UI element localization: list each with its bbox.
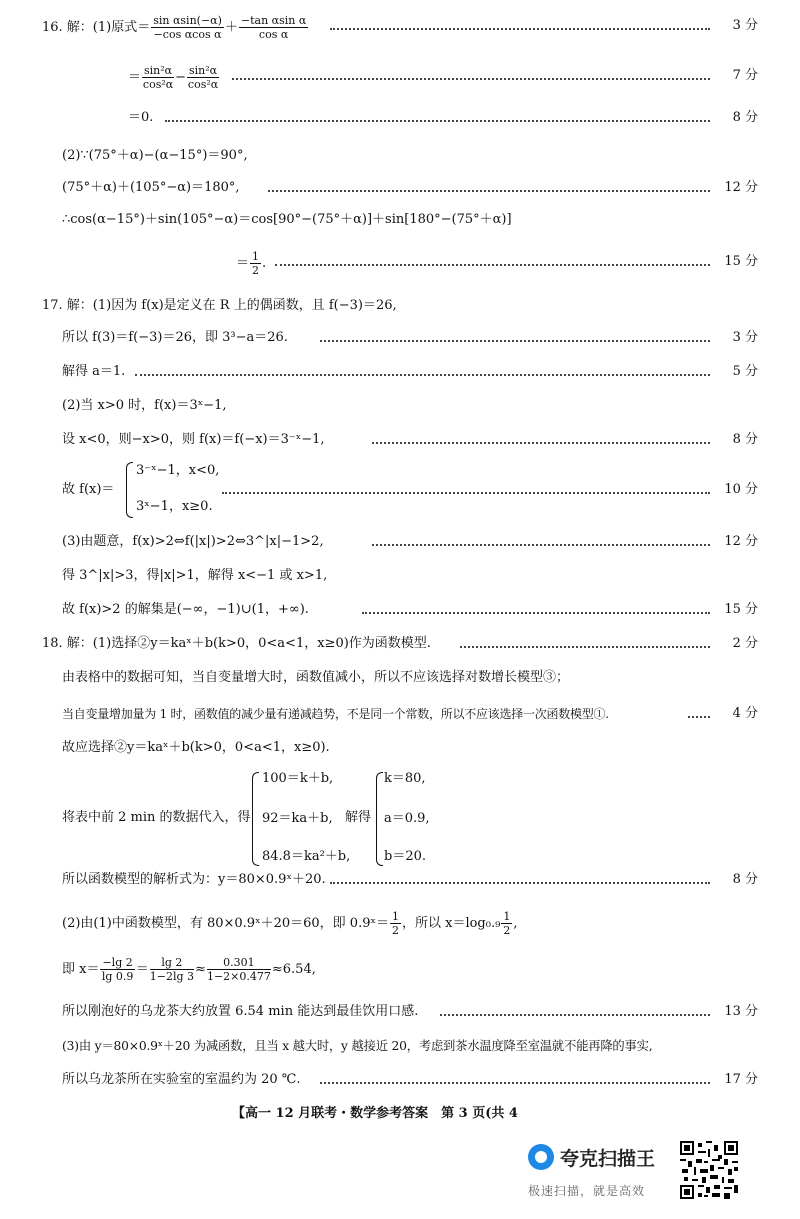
fraction: $\frac{\text{sin²α}}{\text{cos²α}}$ (142, 64, 174, 91)
fraction: $\frac{1}{2}$ (252, 250, 260, 277)
score-label: 8 分 (732, 872, 758, 887)
q18-line-8 (0, 956, 800, 983)
dot-leader (362, 612, 710, 614)
case-2: 3ˣ−1，x≥0. (136, 499, 213, 514)
q18-l5-mid: 解得 (345, 810, 372, 825)
score-label: 12 分 (724, 180, 758, 195)
q16-line-1 (0, 14, 800, 41)
q18-l10-text: (3)由 y＝80×0.9ˣ＋20 为减函数，且当 x 越大时，y 越接近 20，考虑到茶水温度降至室温就不能再降的事实, (62, 1039, 653, 1053)
result-2: a＝0.9, (384, 811, 430, 826)
fraction: $\frac{-\lg 2}{\lg 0.9}$ (101, 956, 134, 983)
fraction: $\frac{\text{sin²α}}{\text{cos²α}}$ (187, 64, 219, 91)
result-1: k＝80, (384, 771, 426, 786)
dot-leader (320, 1082, 710, 1084)
dot-leader (440, 1014, 710, 1016)
score-label: 17 分 (724, 1072, 758, 1087)
fraction: $\frac{1}{2}$ (503, 910, 511, 937)
q17-line-2 (0, 326, 800, 350)
q16-line-7 (0, 250, 800, 277)
q17-line-9 (0, 598, 800, 622)
q18-l9-text: 所以刚泡好的乌龙茶大约放置 6.54 min 能达到最佳饮用口感. (62, 1004, 419, 1019)
q16-l5-text: (75°＋α)＋(105°−α)＝180°, (62, 180, 240, 195)
score-label: 3 分 (732, 18, 758, 33)
q18-l2-text: 由表格中的数据可知，当自变量增大时，函数值减小，所以不应该选择对数增长模型③； (62, 670, 570, 685)
q17-l7-text: (3)由题意，f(x)>2⇔f(|x|)>2⇔3^|x|−1>2, (62, 534, 324, 549)
q18-line-7 (0, 910, 800, 937)
q16-l7-text: ＝ $\frac{1}{2}$ . (236, 250, 267, 277)
q18-line-6 (0, 868, 800, 892)
brace (252, 772, 259, 866)
q18-l4-text: 故应选择②y＝kaˣ＋b(k>0，0<a<1，x≥0). (62, 740, 330, 755)
q16-l3-text: ＝0. (128, 110, 154, 125)
fraction: $\frac{\text{−tan αsin α}}{\text{cos α}}$ (240, 14, 307, 41)
q17-l9-text: 故 f(x)>2 的解集是(−∞，−1)∪(1，+∞). (62, 602, 309, 617)
q18-line-11 (0, 1068, 800, 1092)
q17-line-6 (0, 463, 800, 514)
score-label: 8 分 (732, 110, 758, 125)
dot-leader (135, 374, 710, 376)
score-label: 3 分 (732, 330, 758, 345)
fraction: $\frac{\lg 2}{1-2\lg 3}$ (149, 956, 195, 983)
dot-leader (232, 78, 710, 80)
q17-line-1 (0, 294, 800, 318)
q16-l6-text: ∴cos(α−15°)＋sin(105°−α)＝cos[90°−(75°＋α)]＋sin[180°−(75°＋α)] (62, 212, 512, 227)
scanner-watermark (528, 1142, 678, 1212)
q17-l1-text: 17. 解：(1)因为 f(x)是定义在 R 上的偶函数，且 f(−3)＝26, (42, 298, 397, 313)
quark-logo-icon (528, 1144, 554, 1170)
q17-line-7 (0, 530, 800, 554)
q17-l4-text: (2)当 x>0 时，f(x)＝3ˣ−1, (62, 398, 227, 413)
case-1: 3⁻ˣ−1，x<0, (136, 463, 220, 478)
q17-line-8 (0, 564, 800, 588)
q16-line-4 (0, 144, 800, 168)
q16-l4-text: (2)∵(75°＋α)−(α−15°)＝90°, (62, 148, 248, 163)
q16-line-3 (0, 106, 800, 130)
dot-leader (372, 442, 710, 444)
dot-leader (372, 544, 710, 546)
brace (126, 462, 133, 518)
q17-l6-pre: 故 f(x)＝ (62, 482, 115, 497)
dot-leader (460, 646, 710, 648)
score-label: 15 分 (724, 602, 758, 617)
q18-line-1 (0, 632, 800, 656)
score-label: 2 分 (732, 636, 758, 651)
fraction: $\frac{\text{sin αsin(−α)}}{\text{−cos αcos α}}$ (153, 14, 222, 41)
q18-l7-text: (2)由(1)中函数模型，有 80×0.9ˣ＋20＝60，即 0.9ˣ＝ $\frac{1}{2}$ ，所以 x＝log₀.₉ $\frac{1}{2}$ , (62, 910, 518, 937)
score-label: 15 分 (724, 254, 758, 269)
q17-l8-text: 得 3^|x|>3，得|x|>1，解得 x<−1 或 x>1, (62, 568, 328, 583)
score-label: 12 分 (724, 534, 758, 549)
fraction: $\frac{1}{2}$ (391, 910, 399, 937)
q18-line-4 (0, 736, 800, 760)
q16-l2-text: ＝ $\frac{\text{sin²α}}{\text{cos²α}}$ − $\frac{\text{sin²α}}{\text{cos²α}}$ (128, 64, 219, 91)
q18-line-9 (0, 1000, 800, 1024)
q17-l3-text: 解得 a＝1. (62, 364, 126, 379)
dot-leader (320, 340, 710, 342)
q18-line-2 (0, 666, 800, 690)
score-label: 7 分 (732, 68, 758, 83)
page-footer: 【高一 12 月联考・数学参考答案 第 3 页(共 4 (232, 1106, 518, 1121)
q17-line-4 (0, 394, 800, 418)
q18-line-5 (0, 771, 800, 864)
q16-line-6 (0, 208, 800, 232)
q18-line-3 (0, 702, 800, 726)
dot-leader (688, 716, 710, 718)
q16-l1-text: 16. 解：(1)原式＝ $\frac{\text{sin αsin(−α)}}{\text{−cos αcos α}}$ ＋ $\frac{\text{−tan αsin α}}{\text{cos α}}$ (42, 14, 307, 41)
system-eq-2: 92＝ka＋b, (262, 811, 333, 826)
dot-leader (330, 28, 710, 30)
q18-l1-text: 18. 解：(1)选择②y＝kaˣ＋b(k>0，0<a<1，x≥0)作为函数模型. (42, 636, 431, 651)
dot-leader (275, 264, 710, 266)
qr-code-icon (680, 1141, 738, 1199)
score-label: 13 分 (724, 1004, 758, 1019)
score-label: 4 分 (732, 706, 758, 721)
score-label: 10 分 (724, 482, 758, 497)
dot-leader (330, 882, 710, 884)
score-label: 5 分 (732, 364, 758, 379)
q17-line-5 (0, 428, 800, 452)
system-eq-3: 84.8＝ka²＋b, (262, 849, 351, 864)
brace (376, 772, 383, 866)
watermark-slogan: 极速扫描，就是高效 (528, 1184, 646, 1198)
q18-l3-text: 当自变量增加量为 1 时，函数值的减少量有递减趋势，不是同一个常数，所以不应该选择一次函数模型①. (62, 707, 609, 721)
score-label: 8 分 (732, 432, 758, 447)
q17-line-3 (0, 360, 800, 384)
q18-line-10 (0, 1034, 800, 1058)
system-eq-1: 100＝k＋b, (262, 771, 334, 786)
q18-l11-text: 所以乌龙茶所在实验室的室温约为 20 ℃. (62, 1072, 301, 1087)
q17-l2-text: 所以 f(3)＝f(−3)＝26，即 3³−a＝26. (62, 330, 288, 345)
q16-line-2 (0, 64, 800, 91)
q18-l6-text: 所以函数模型的解析式为：y＝80×0.9ˣ＋20. (62, 872, 326, 887)
result-3: b＝20. (384, 849, 426, 864)
dot-leader (222, 492, 710, 494)
q18-l8-text: 即 x＝ $\frac{-\lg 2}{\lg 0.9}$ ＝ $\frac{\lg 2}{1-2\lg 3}$ ≈ $\frac{0.301}{1-2\times 0.477}$ ≈6.54, (62, 956, 316, 983)
q17-l5-text: 设 x<0，则−x>0，则 f(x)＝f(−x)＝3⁻ˣ−1, (62, 432, 325, 447)
watermark-app-name: 夸克扫描王 (560, 1148, 656, 1170)
q18-l5-pre: 将表中前 2 min 的数据代入，得 (62, 810, 251, 825)
fraction: $\frac{0.301}{1-2\times 0.477}$ (206, 956, 271, 983)
dot-leader (268, 190, 710, 192)
q16-line-5 (0, 176, 800, 200)
dot-leader (165, 120, 710, 122)
